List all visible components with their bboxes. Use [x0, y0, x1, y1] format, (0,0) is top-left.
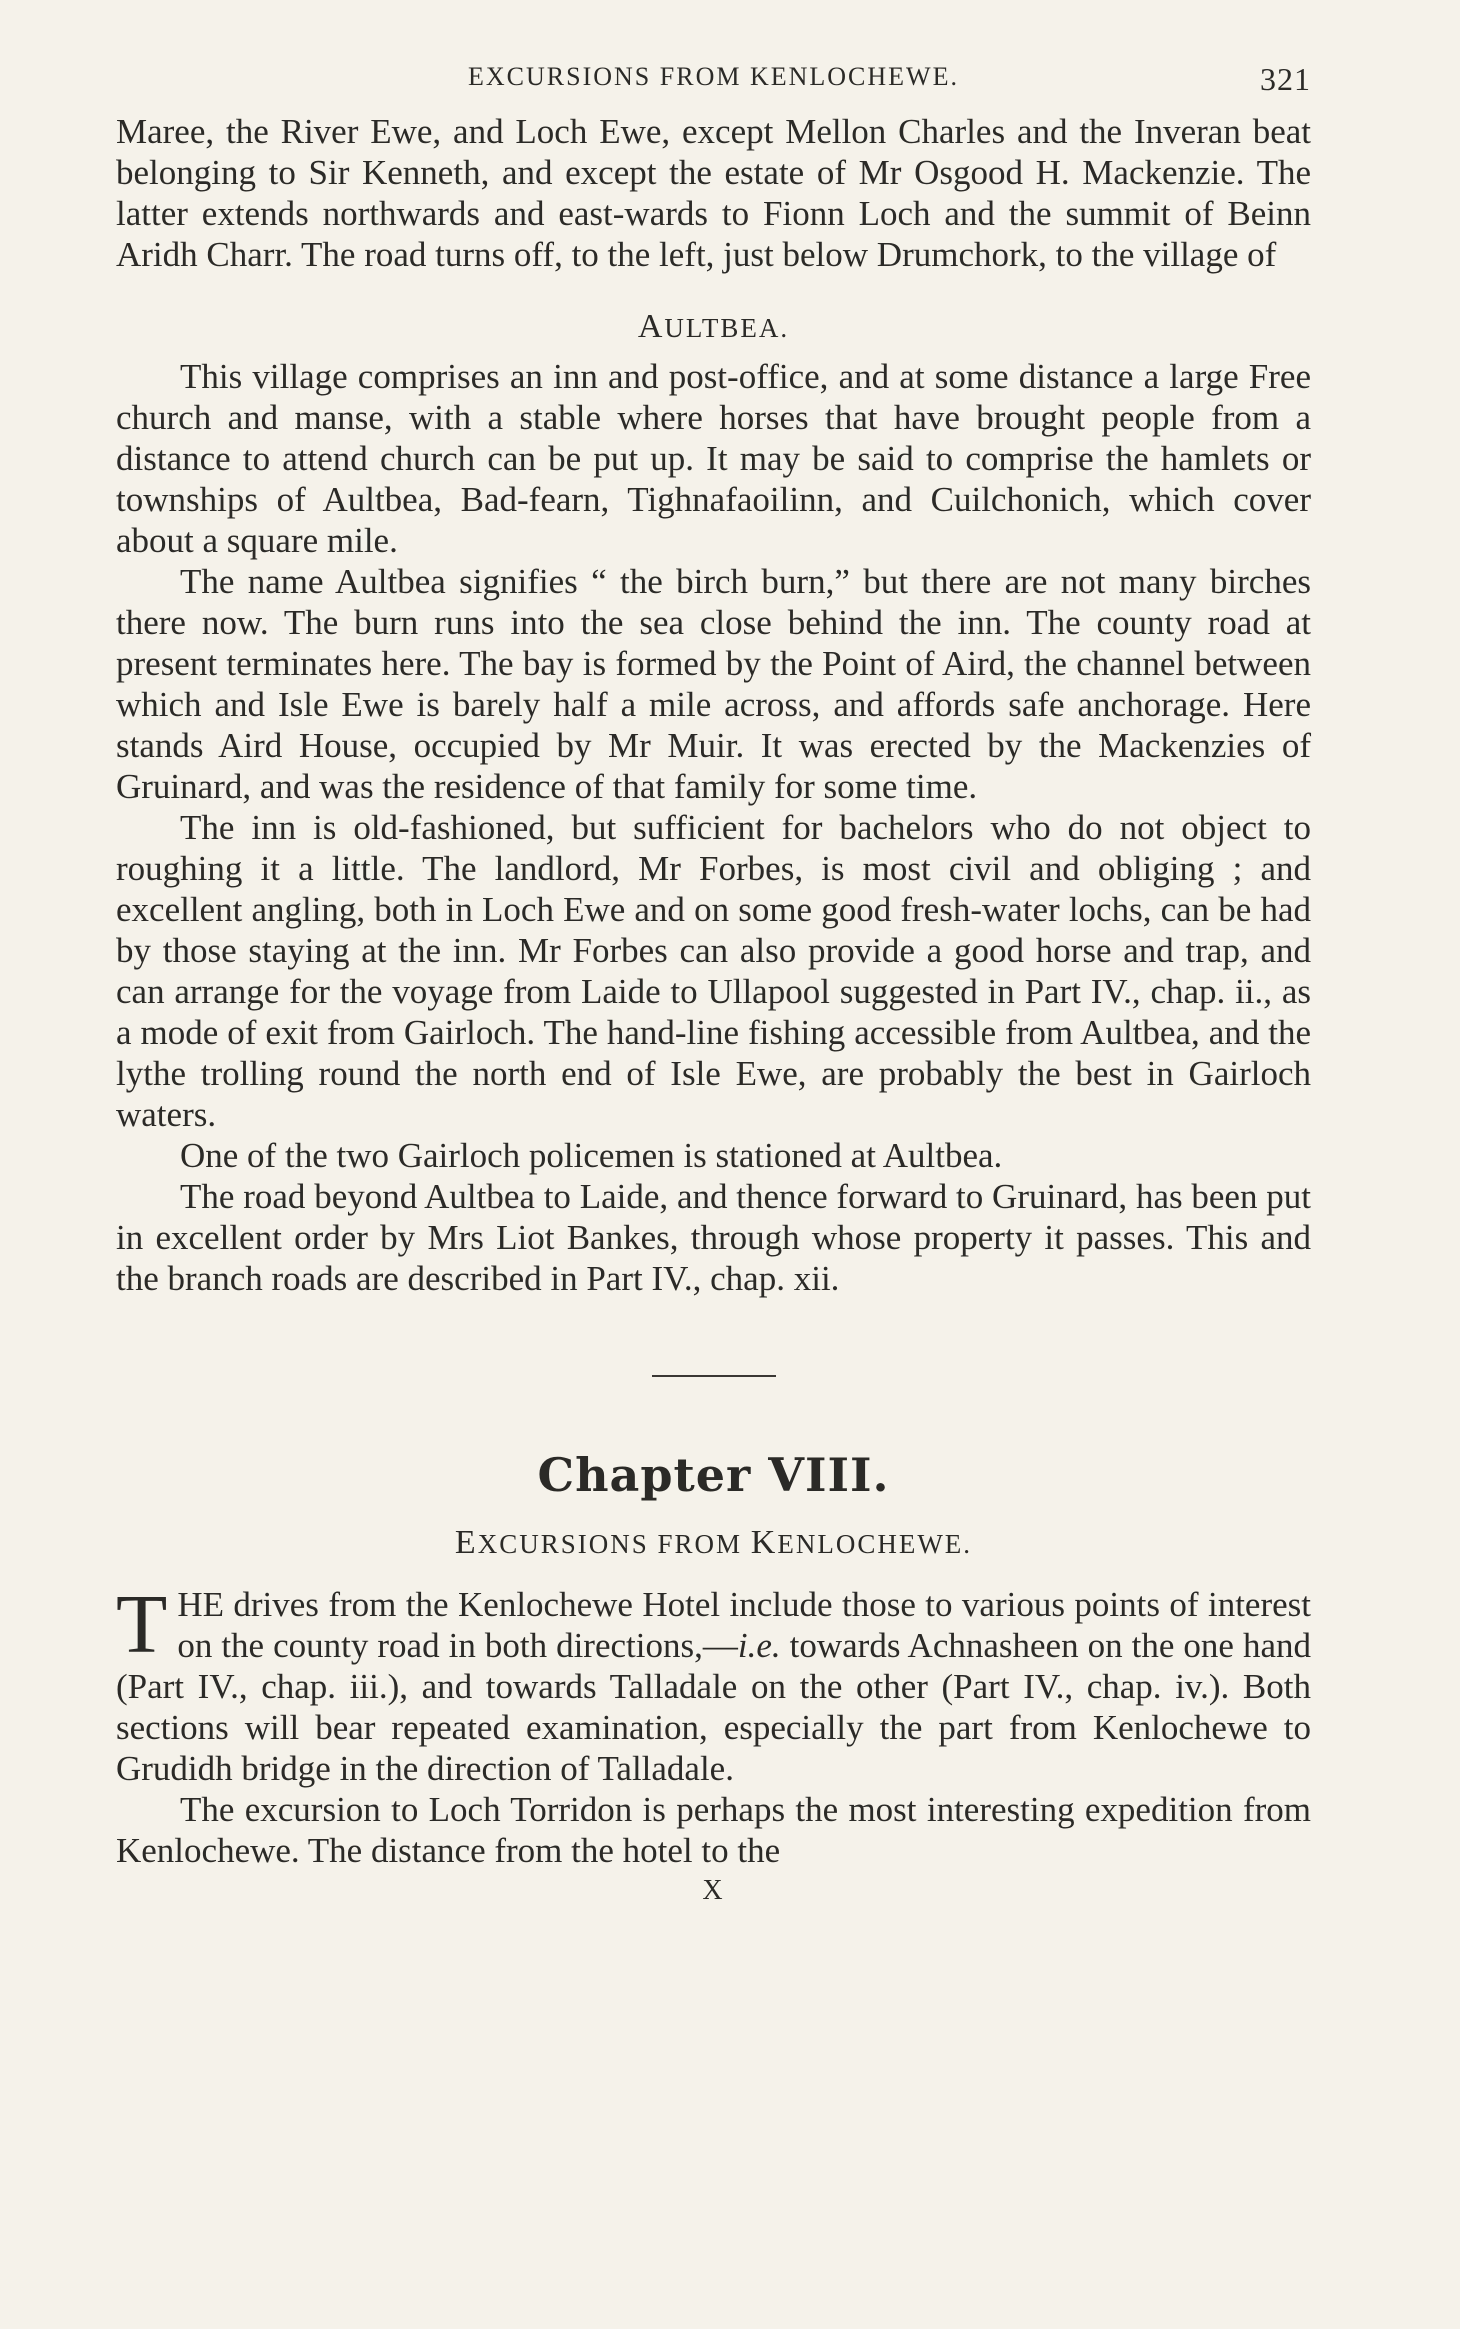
running-title: EXCURSIONS FROM KENLOCHEWE. [468, 62, 959, 91]
chapter-subtitle-cap-2: K [750, 1524, 778, 1561]
chapter-first-paragraph [116, 1578, 1311, 1789]
chapter-first-paragraph-ie: i.e. [737, 1626, 781, 1665]
paragraph: The name Aultbea signifies “ the birch burn,” but there are not many birches there now. The burn runs into the sea close behind the inn. The county road at present terminates here. The bay is formed by the Point of Aird, the channel between which and Isle Ewe is barely half a mile across, and affords safe anchorage. Here stands Aird House, occupied by Mr Muir. It was erected by the Mackenzies of Gruinard, and was the residence of that family for some time. [116, 562, 1311, 806]
paragraph: The road beyond Aultbea to Laide, and thence forward to Gruinard, has been put in excellent order by Mrs Liot Bankes, through whose property it passes. This and the branch roads are described in Part IV., chap. xii. [116, 1177, 1311, 1298]
continued-text-block [116, 111, 1311, 275]
chapter-subtitle-rest-2: ENLOCHEWE. [777, 1529, 973, 1559]
paragraph: The inn is old-fashioned, but sufficient for bachelors who do not object to roughing it a little. The landlord, Mr Forbes, is most civil and obliging ; and excellent angling, both in Loch Ewe and on some good fresh-water lochs, can be had by those staying at the inn. Mr Forbes can also provide a good horse and trap, and can arrange for the voyage from Laide to Ullapool suggested in Part IV., chap. ii., as a mode of exit from Gairloch. The hand-line fishing accessible from Aultbea, and the lythe trolling round the north end of Isle Ewe, are probably the best in Gairloch waters. [116, 808, 1311, 1134]
chapter-first-paragraph-end: towards Achnasheen on the one hand (Part IV., chap. iii.), and towards Talladale on the other (Part IV., chap. iv.). Both sections will bear repeated examination, especially the part from Kenlochewe to Grudidh bridge in the direction of Talladale. [116, 1626, 1311, 1788]
chapter-subtitle-cap-1: E [454, 1524, 478, 1561]
aultbea-section-body [116, 356, 1311, 1299]
paragraph: One of the two Gairloch policemen is stationed at Aultbea. [180, 1136, 1003, 1175]
section-heading-aultbea [116, 309, 1311, 346]
section-heading-cap: A [637, 308, 665, 345]
chapter-subtitle-rest-1: XCURSIONS FROM [477, 1529, 751, 1559]
section-divider-rule [652, 1375, 776, 1377]
chapter-subtitle [116, 1525, 1311, 1562]
running-head [116, 55, 1311, 99]
continued-paragraph: Maree, the River Ewe, and Loch Ewe, except Mellon Charles and the Inveran beat belonging to Sir Kenneth, and except the estate of Mr Osgood H. Mackenzie. The latter extends northwards and east-wards to Fionn Loch and the summit of Beinn Aridh Charr. The road turns off, to the left, just below Drumchork, to the village of [116, 112, 1311, 274]
signature-mark: X [702, 1875, 725, 1906]
section-heading-rest: ULTBEA. [664, 313, 790, 343]
chapter-title: Chapter VIII. [537, 1448, 890, 1502]
chapter-second-paragraph: The excursion to Loch Torridon is perhaps the most interesting expedition from Kenlochewe. The distance from the hotel to the [116, 1790, 1311, 1870]
paragraph: This village comprises an inn and post-office, and at some distance a large Free church and manse, with a stable where horses that have brought people from a distance to attend church can be put up. It may be said to comprise the hamlets or townships of Aultbea, Bad-fearn, Tighnafaoilinn, and Cuilchonich, which cover about a square mile. [116, 357, 1311, 560]
chapter-first-paragraph-text: HE drives from the Kenlochewe Hotel include those to various points of interest on the county road in both directions,— [177, 1585, 1311, 1665]
book-page [116, 55, 1311, 1907]
page-number: 321 [1260, 61, 1311, 97]
chapter-body [116, 1578, 1311, 1871]
drop-cap: T [116, 1578, 168, 1671]
